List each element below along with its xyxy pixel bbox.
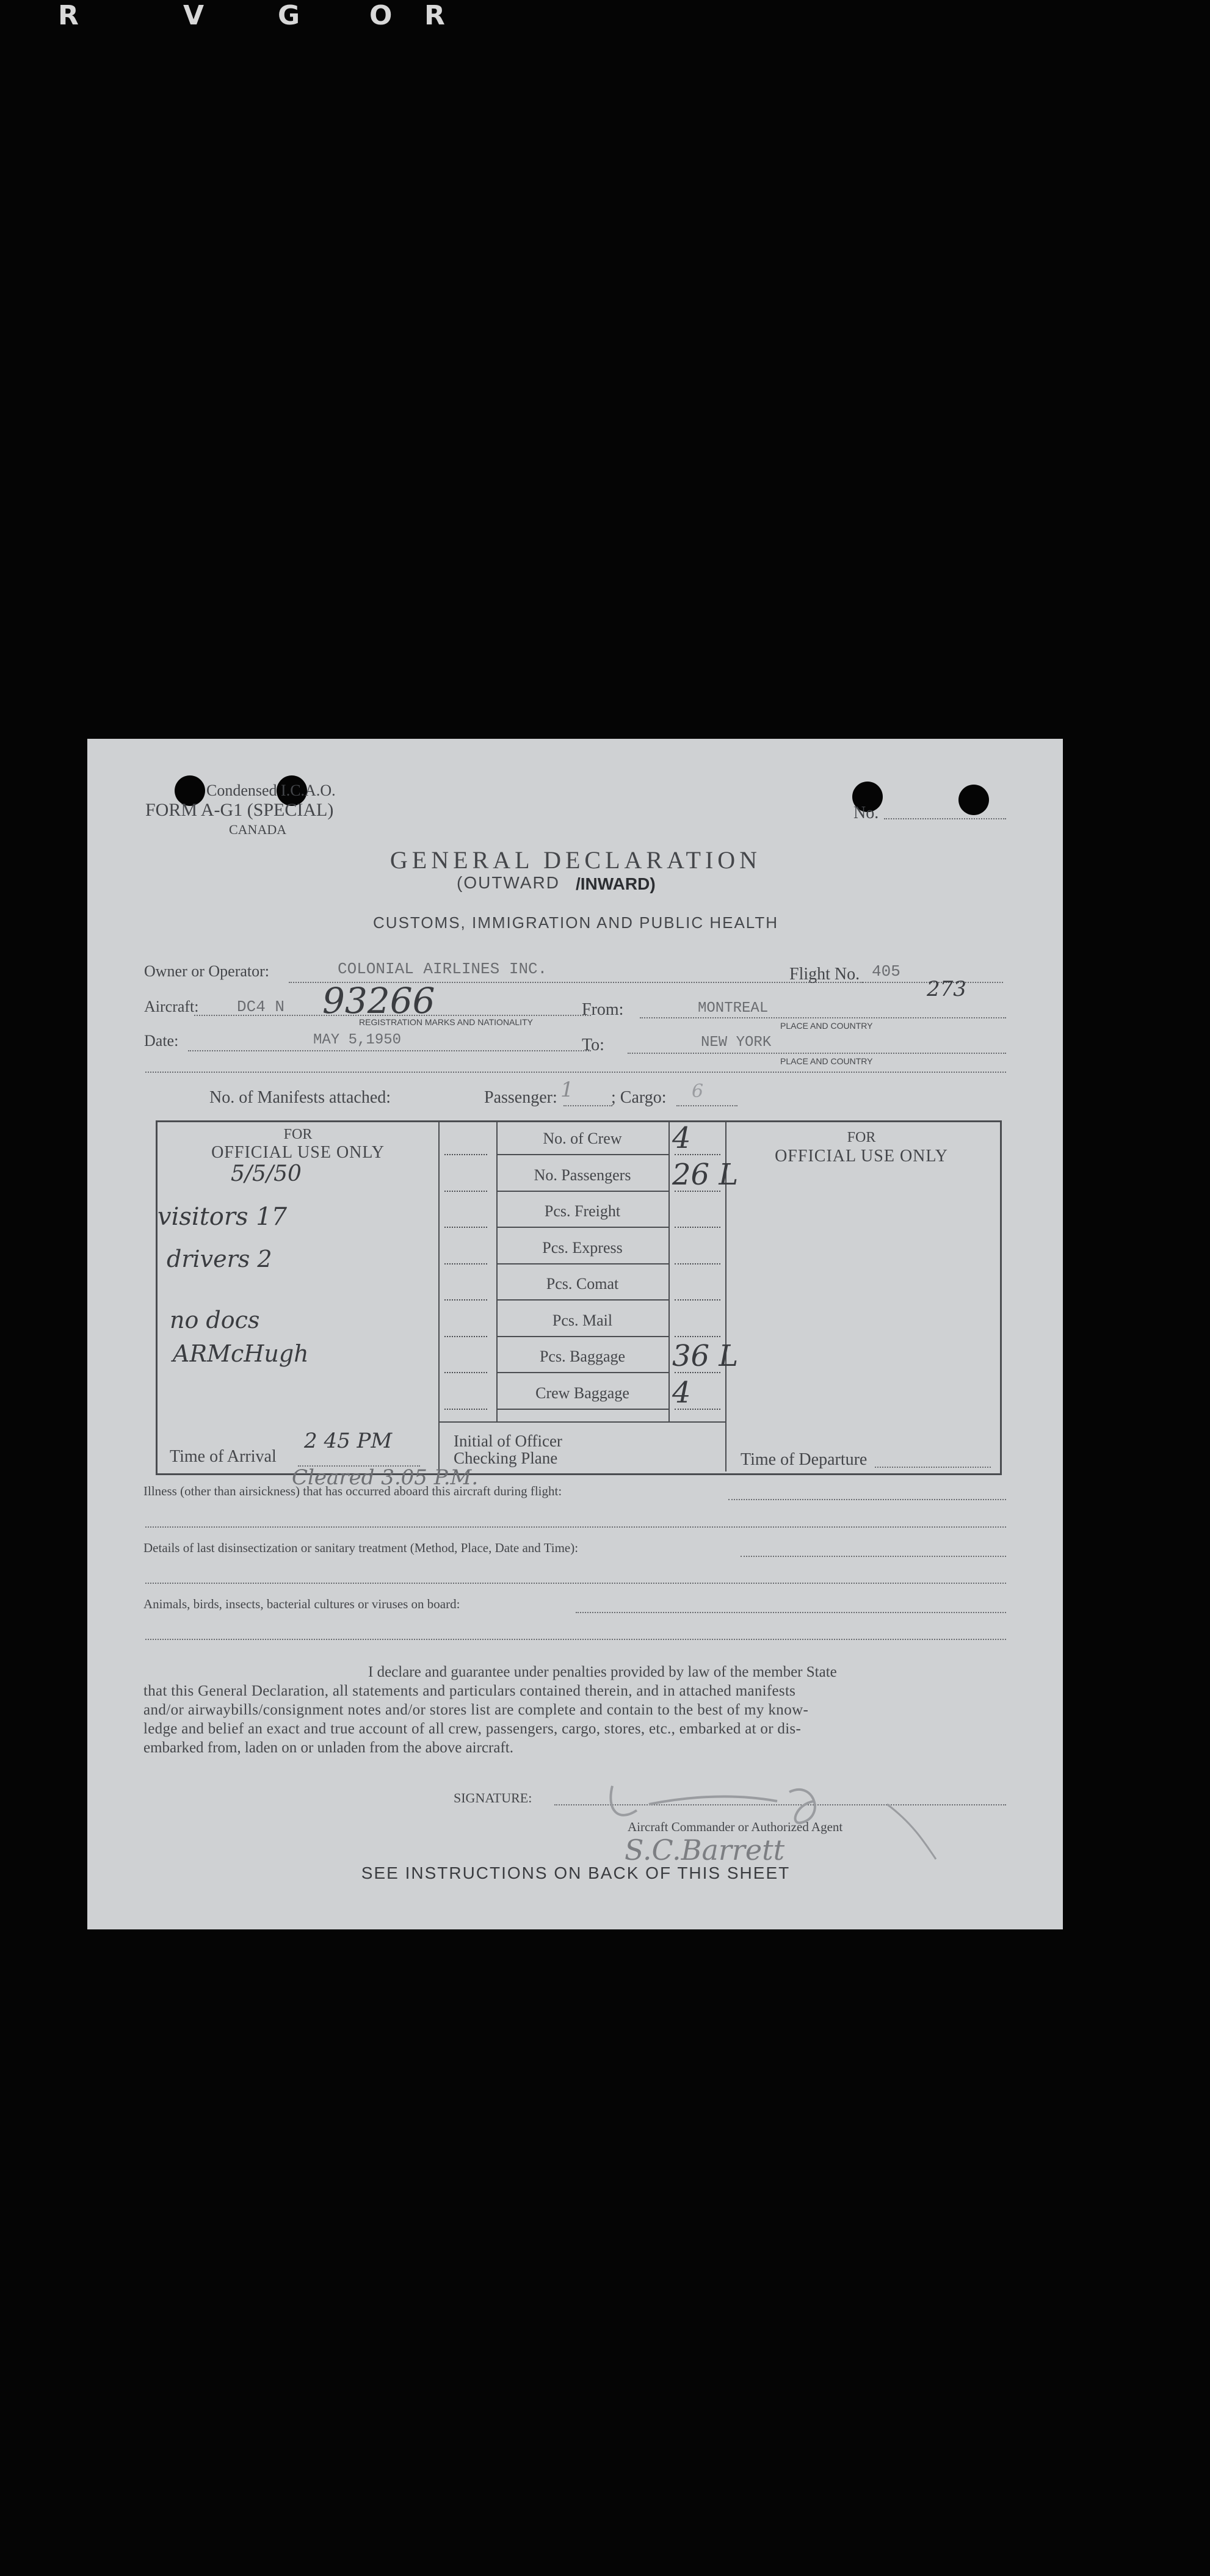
signature-handwritten: S.C.Barrett bbox=[625, 1834, 785, 1867]
signature-label: SIGNATURE: bbox=[454, 1790, 532, 1805]
manifest-row-line bbox=[498, 1299, 668, 1301]
manifest-row-label: No. of Crew bbox=[543, 1130, 622, 1147]
animals-label: Animals, birds, insects, bacterial cultures or viruses on board: bbox=[143, 1597, 460, 1611]
arrival-value: 2 45 PM bbox=[304, 1429, 393, 1453]
manifest-row-line bbox=[498, 1227, 668, 1228]
cleared-note: Cleared 3.05 P.M. bbox=[292, 1465, 479, 1490]
top-mark-3: G bbox=[278, 0, 300, 31]
left-note-date: 5/5/50 bbox=[231, 1161, 302, 1186]
top-mark-2: V bbox=[183, 0, 205, 31]
initial-stub-line bbox=[444, 1263, 487, 1264]
animals-line-2 bbox=[145, 1639, 1006, 1640]
manifest-value-line bbox=[675, 1336, 720, 1337]
manifest-row-label: Crew Baggage bbox=[535, 1384, 629, 1402]
right-official-for: FOR bbox=[847, 1130, 876, 1145]
declaration-line-1: I declare and guarantee under penalties provided by law of the member State bbox=[368, 1664, 837, 1680]
manifest-row-line bbox=[498, 1191, 668, 1192]
officer-label-1: Initial of Officer bbox=[454, 1432, 562, 1450]
cargo-manifest-line bbox=[676, 1105, 737, 1106]
manifest-row-line bbox=[498, 1263, 668, 1264]
inward-label: /INWARD) bbox=[576, 874, 656, 893]
to-line bbox=[628, 1053, 1006, 1054]
officer-label-2: Checking Plane bbox=[454, 1449, 558, 1467]
manifest-value-line bbox=[675, 1263, 720, 1264]
registration-caption: REGISTRATION MARKS AND NATIONALITY bbox=[359, 1017, 533, 1027]
left-official-for: FOR bbox=[283, 1127, 313, 1142]
to-caption: PLACE AND COUNTRY bbox=[780, 1056, 873, 1066]
from-value: MONTREAL bbox=[698, 1000, 769, 1017]
left-note-3: no docs bbox=[170, 1307, 260, 1333]
animals-line-1 bbox=[576, 1612, 1006, 1613]
form-org-line: Condensed I.C.A.O. bbox=[206, 782, 336, 799]
form-title: GENERAL DECLARATION bbox=[389, 846, 762, 874]
aircraft-line bbox=[194, 1015, 591, 1016]
table-bottom-row-line bbox=[440, 1421, 725, 1423]
disinsection-line-2 bbox=[145, 1583, 1006, 1584]
passenger-manifest-line bbox=[563, 1105, 612, 1106]
flight-handwritten: 273 bbox=[927, 977, 966, 1001]
illness-line-1 bbox=[728, 1499, 1006, 1500]
cargo-manifest-label: ; Cargo: bbox=[611, 1088, 667, 1107]
punch-hole bbox=[958, 785, 989, 815]
date-value: MAY 5,1950 bbox=[313, 1032, 402, 1048]
passenger-manifest-label: Passenger: bbox=[484, 1088, 557, 1107]
top-mark-1: R bbox=[58, 0, 79, 31]
manifest-value-line bbox=[675, 1227, 720, 1228]
date-line bbox=[188, 1050, 591, 1051]
sheet-no-label: No. bbox=[853, 804, 879, 822]
form-subtitle: CUSTOMS, IMMIGRATION AND PUBLIC HEALTH bbox=[373, 913, 778, 932]
to-label: To: bbox=[582, 1036, 604, 1054]
disinsection-line-1 bbox=[741, 1556, 1006, 1557]
aircraft-registration: 93266 bbox=[322, 980, 435, 1021]
signature-caption: Aircraft Commander or Authorized Agent bbox=[628, 1820, 843, 1834]
manifest-row-value: 36 L bbox=[672, 1339, 739, 1373]
from-line bbox=[640, 1017, 1006, 1018]
departure-label: Time of Departure bbox=[741, 1450, 868, 1469]
declaration-sheet bbox=[87, 739, 1063, 1929]
initial-stub-line bbox=[444, 1227, 487, 1228]
outward-label: (OUTWARD bbox=[457, 873, 560, 892]
sheet-no-line bbox=[884, 818, 1006, 819]
from-label: From: bbox=[582, 1000, 624, 1019]
declaration-line-4: ledge and belief an exact and true account of all crew, passengers, cargo, stores, etc., embarked at or dis- bbox=[143, 1721, 802, 1737]
manifest-row-label: Pcs. Comat bbox=[546, 1275, 619, 1293]
illness-label: Illness (other than airsickness) that has occurred aboard this aircraft during flight: bbox=[143, 1484, 562, 1498]
manifest-value-line bbox=[675, 1299, 720, 1301]
table-divider-left bbox=[438, 1122, 440, 1471]
date-label: Date: bbox=[144, 1032, 179, 1050]
form-number: FORM A-G1 (SPECIAL) bbox=[145, 800, 334, 820]
flight-label: Flight No. bbox=[789, 965, 860, 984]
table-divider-values bbox=[668, 1122, 670, 1421]
manifest-row-label: Pcs. Baggage bbox=[539, 1348, 626, 1365]
manifest-row-label: Pcs. Express bbox=[542, 1239, 623, 1257]
separator-line bbox=[145, 1072, 1006, 1073]
declaration-line-2: that this General Declaration, all statements and particulars contained therein, and in attached manifests bbox=[143, 1683, 796, 1699]
left-note-1: visitors 17 bbox=[158, 1203, 288, 1231]
manifest-row-label: Pcs. Mail bbox=[552, 1312, 613, 1329]
declaration-line-5: embarked from, laden on or unladen from the above aircraft. bbox=[143, 1740, 513, 1756]
initial-stub-line bbox=[444, 1336, 487, 1337]
to-value: NEW YORK bbox=[701, 1034, 772, 1051]
left-note-2: drivers 2 bbox=[167, 1246, 272, 1272]
manifest-row-line bbox=[498, 1409, 668, 1410]
arrival-label: Time of Arrival bbox=[170, 1447, 277, 1466]
right-official-heading: OFFICIAL USE ONLY bbox=[775, 1147, 948, 1166]
manifest-row-line bbox=[498, 1154, 668, 1155]
initial-stub-line bbox=[444, 1154, 487, 1155]
aircraft-type: DC4 N bbox=[237, 998, 285, 1016]
cargo-manifest-value: 6 bbox=[692, 1081, 704, 1102]
instructions-note: SEE INSTRUCTIONS ON BACK OF THIS SHEET bbox=[361, 1863, 791, 1882]
manifest-row-line bbox=[498, 1372, 668, 1373]
disinsection-label: Details of last disinsectization or sanitary treatment (Method, Place, Date and Time): bbox=[143, 1540, 579, 1555]
flight-value: 405 bbox=[872, 962, 900, 981]
initial-stub-line bbox=[444, 1409, 487, 1410]
from-caption: PLACE AND COUNTRY bbox=[780, 1021, 873, 1031]
initial-stub-line bbox=[444, 1299, 487, 1301]
manifest-row-value: 4 bbox=[672, 1121, 691, 1155]
manifest-row-label: No. Passengers bbox=[534, 1166, 631, 1184]
declaration-line-3: and/or airwaybills/consignment notes and/or stores list are complete and contain to the best of my know- bbox=[143, 1702, 809, 1718]
initial-stub-line bbox=[444, 1191, 487, 1192]
owner-value: COLONIAL AIRLINES INC. bbox=[338, 960, 548, 978]
top-mark-4: O bbox=[369, 0, 393, 31]
left-note-4: ARMcHugh bbox=[173, 1340, 309, 1367]
form-country: CANADA bbox=[229, 822, 287, 837]
owner-label: Owner or Operator: bbox=[144, 962, 270, 980]
departure-line bbox=[875, 1467, 991, 1468]
passenger-manifest-value: 1 bbox=[560, 1078, 574, 1102]
manifest-row-line bbox=[498, 1336, 668, 1337]
manifest-row-value: 4 bbox=[672, 1376, 691, 1410]
left-official-heading: OFFICIAL USE ONLY bbox=[211, 1143, 385, 1162]
initial-stub-line bbox=[444, 1372, 487, 1373]
top-mark-5: R bbox=[424, 0, 445, 31]
aircraft-label: Aircraft: bbox=[144, 998, 199, 1015]
manifest-row-label: Pcs. Freight bbox=[544, 1202, 621, 1220]
manifests-label: No. of Manifests attached: bbox=[209, 1088, 391, 1107]
illness-line-2 bbox=[145, 1526, 1006, 1528]
manifest-row-value: 26 L bbox=[672, 1158, 739, 1192]
